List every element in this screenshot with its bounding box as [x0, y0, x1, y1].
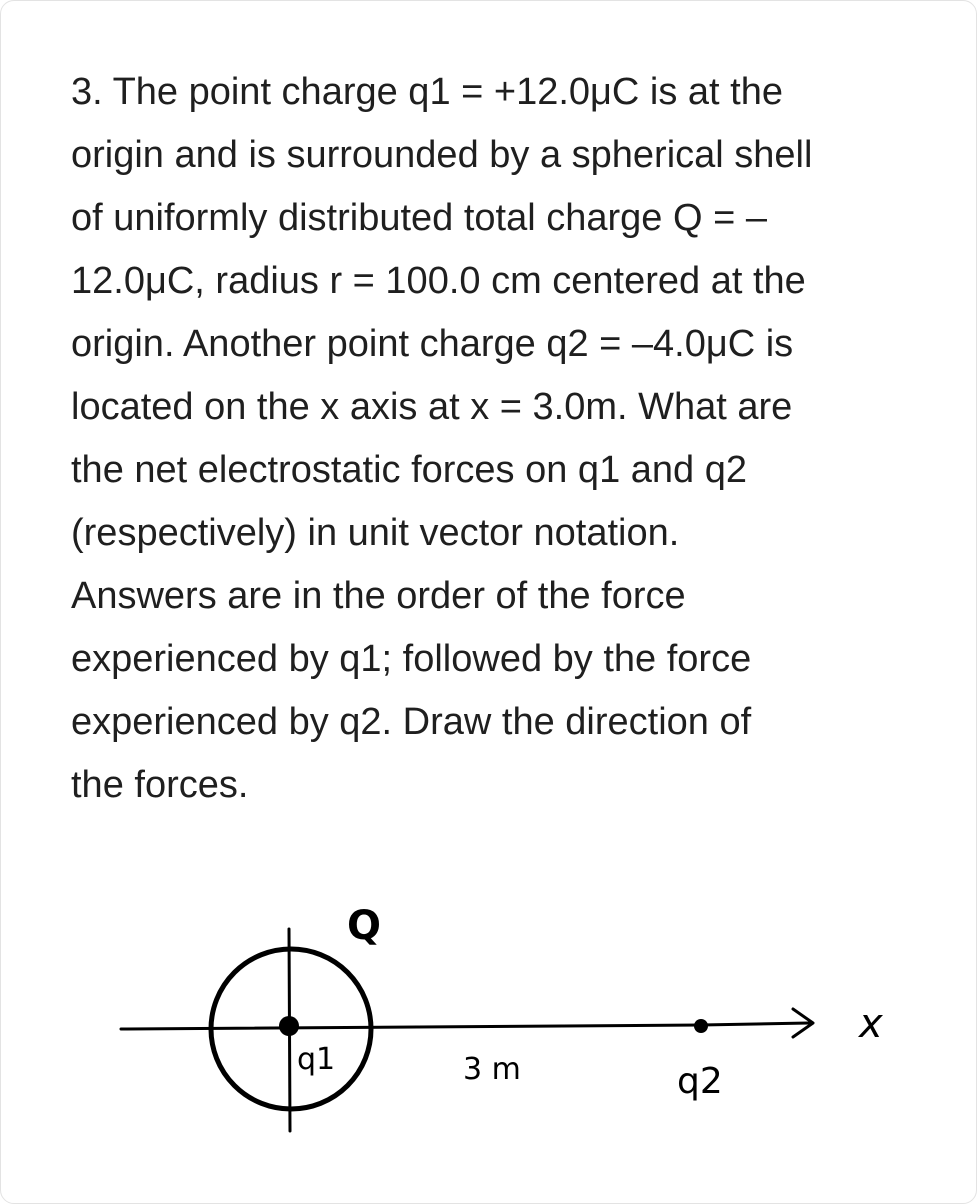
question-line: 3. The point charge q1 = +12.0μC is at the	[71, 71, 783, 113]
question-line: origin. Another point charge q2 = –4.0μC is	[71, 323, 794, 365]
q2-point	[694, 1019, 708, 1033]
question-text	[71, 61, 931, 817]
question-line: the net electrostatic forces on q1 and q2	[71, 449, 747, 491]
question-line: 12.0μC, radius r = 100.0 cm centered at the	[71, 260, 806, 302]
charge-diagram	[101, 881, 921, 1141]
distance-label: 3 m	[463, 1052, 521, 1087]
q2-label: q2	[677, 1061, 723, 1102]
question-line: the forces.	[71, 764, 249, 806]
question-line: experienced by q2. Draw the direction of	[71, 701, 752, 743]
question-line: (respectively) in unit vector notation.	[71, 512, 680, 554]
question-line: origin and is surrounded by a spherical shell	[71, 134, 813, 176]
question-line: Answers are in the order of the force	[71, 575, 686, 617]
q1-point	[279, 1016, 299, 1036]
x-axis-label: x	[859, 1001, 883, 1047]
shell-label: Q	[347, 903, 382, 949]
q1-label: q1	[297, 1042, 336, 1077]
question-line: experienced by q1; followed by the force	[71, 638, 752, 680]
question-line: of uniformly distributed total charge Q = –	[71, 197, 767, 239]
question-line: located on the x axis at x = 3.0m. What are	[71, 386, 793, 428]
